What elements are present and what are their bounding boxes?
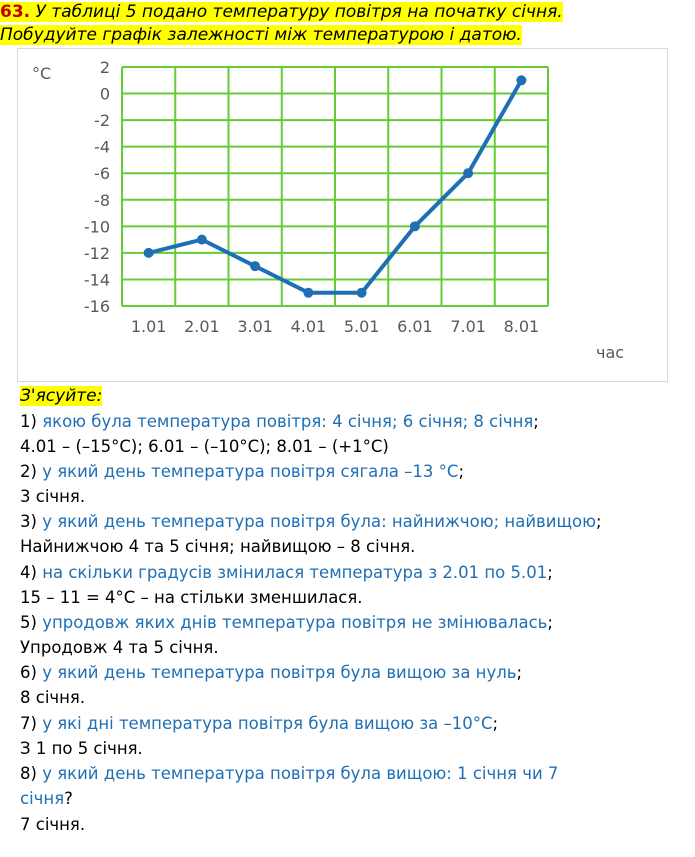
task-line-2 xyxy=(0,24,522,46)
a8: 7 січня. xyxy=(20,815,86,834)
a2: 3 січня. xyxy=(20,487,86,506)
y-tick-label: 0 xyxy=(99,84,110,104)
y-tick-label: -6 xyxy=(94,164,110,184)
x-ticks xyxy=(131,317,539,336)
x-tick-label: 2.01 xyxy=(184,317,220,336)
y-axis-unit: °C xyxy=(32,64,52,83)
section-title xyxy=(20,385,102,407)
y-tick-label: -4 xyxy=(94,137,110,157)
a6: 8 січня. xyxy=(20,688,86,707)
y-tick-label: -2 xyxy=(94,111,110,131)
y-tick-label: -8 xyxy=(94,190,110,210)
y-tick-label: -14 xyxy=(83,270,110,290)
q6: 6) у який день температура повітря була вищою за нуль; xyxy=(20,663,523,682)
y-ticks xyxy=(84,58,110,316)
data-point xyxy=(410,221,420,231)
q5: 5) упродовж яких днів температура повітря не змінювалась; xyxy=(20,613,553,632)
x-axis-label: час xyxy=(596,343,625,362)
task-text-1: У таблиці 5 подано температуру повітря на початку січня. xyxy=(35,2,563,22)
a4: 15 – 11 = 4°C – на стільки зменшилася. xyxy=(20,588,363,607)
y-tick-label: -12 xyxy=(83,243,110,263)
chart-svg xyxy=(18,49,669,383)
x-tick-label: 3.01 xyxy=(237,317,273,336)
a7: З 1 по 5 січня. xyxy=(20,739,143,758)
x-tick-label: 8.01 xyxy=(503,317,540,336)
q8: 8) у який день температура повітря була вищою: 1 січня чи 7 xyxy=(20,764,559,783)
task-line-1 xyxy=(0,1,563,23)
task-number: 63. xyxy=(0,2,31,22)
x-tick-label: 1.01 xyxy=(130,317,167,336)
x-tick-label: 6.01 xyxy=(397,317,433,336)
data-point xyxy=(516,75,526,85)
y-tick-label: -10 xyxy=(83,217,110,237)
data-point xyxy=(303,288,313,298)
q7: 7) у які дні температура повітря була вищою за –10°C; xyxy=(20,714,499,733)
section-title-text: З'ясуйте: xyxy=(20,386,103,406)
x-tick-label: 7.01 xyxy=(450,317,486,336)
x-tick-label: 4.01 xyxy=(290,317,327,336)
y-tick-label: -16 xyxy=(83,297,110,316)
chart-grid xyxy=(122,67,548,306)
data-point xyxy=(144,248,154,258)
data-point xyxy=(463,168,473,178)
q2: 2) у який день температура повітря сягала –13 °C; xyxy=(20,462,464,481)
q1: 1) якою була температура повітря: 4 січня; 6 січня; 8 січня; xyxy=(20,412,539,431)
a1: 4.01 – (–15°C); 6.01 – (–10°C); 8.01 – (+1°C) xyxy=(20,437,389,456)
task-text-2: Побудуйте графік залежності між температурою і датою. xyxy=(0,25,522,45)
q3: 3) у який день температура повітря була: найнижчою; найвищою; xyxy=(20,512,602,531)
data-point xyxy=(197,235,207,245)
a3: Найнижчою 4 та 5 січня; найвищою – 8 січня. xyxy=(20,537,416,556)
x-tick-label: 5.01 xyxy=(343,317,380,336)
q8-cont: січня? xyxy=(20,789,73,808)
a5: Упродовж 4 та 5 січня. xyxy=(20,638,219,657)
data-point xyxy=(357,288,367,298)
data-point xyxy=(250,261,260,271)
q4: 4) на скільки градусів змінилася температура з 2.01 по 5.01; xyxy=(20,563,553,582)
y-tick-label: 2 xyxy=(99,58,110,77)
temperature-chart xyxy=(17,48,668,382)
